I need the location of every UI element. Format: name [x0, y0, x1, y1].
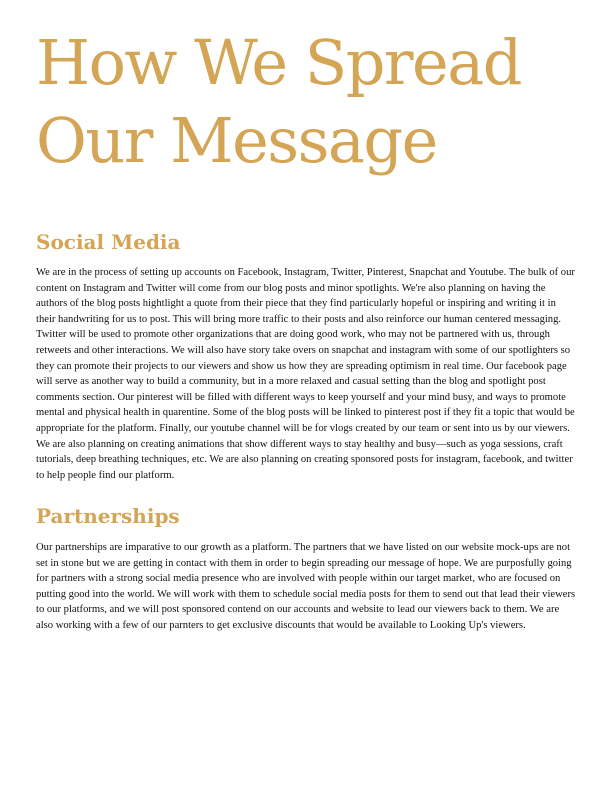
section-body-social-media: We are in the process of setting up accounts on Facebook, Instagram, Twitter, Pinterest, Snapchat and Youtube. The bulk of our content on Instagram and Twitter will come from our blog posts and minor spotlights. We're also planning on having the authors of the blog posts hightlight a quote from their piece that they find particularly hopeful or inspiring and writing it in their handwriting for us to post. This will bring more traffic to their posts and also reinforce our human centered messaging. Twitter will be used to promote other organizations that are doing good work, who may not be partnered with us, through retweets and other interactions. We will also have story take overs on snapchat and instagram with some of our spotlighters so they can promote their projects to our viewers and show us how they are spreading optimism in real time. Our facebook page will serve as another way to build a community, but in a more relaxed and casual setting than the blog and spotlight post comments section. Our pinterest will be filled with different ways to keep yourself and your mind busy, and ways to promote mental and physical health in quarentine. Some of the blog posts will be linked to pinterest post if they fit a topic that would be appropriate for the platform. Finally, our youtube channel will be for vlogs created by our team or sent into us by our viewers. We are also planning on creating animations that show different ways to stay healthy and busy—such as yoga sessions, craft tutorials, deep breathing techniques, etc. We are also planning on creating sponsored posts for instagram, facebook, and twitter to help people find our platform.: [36, 267, 575, 481]
section-heading-social-media: Social Media: [36, 230, 181, 254]
page-title: How We Spread Our Message: [36, 26, 521, 177]
section-body-partnerships: Our partnerships are imparative to our growth as a platform. The partners that we have listed on our website mock-ups are not set in stone but we are getting in contact with them in order to begin spreading our message of hope. We are purposfully going for partners with a strong social media presence who are involved with people within our target market, who are focused on putting good into the world. We will work with them to schedule social media posts for them to send out that lead their viewers to our platforms, and we will post sponsored contend on our accounts and website to lead our viewers back to them. We are also working with a few of our parnters to get exclusive discounts that would be available to Looking Up's viewers.: [36, 542, 576, 631]
section-heading-partnerships: Partnerships: [36, 504, 180, 528]
